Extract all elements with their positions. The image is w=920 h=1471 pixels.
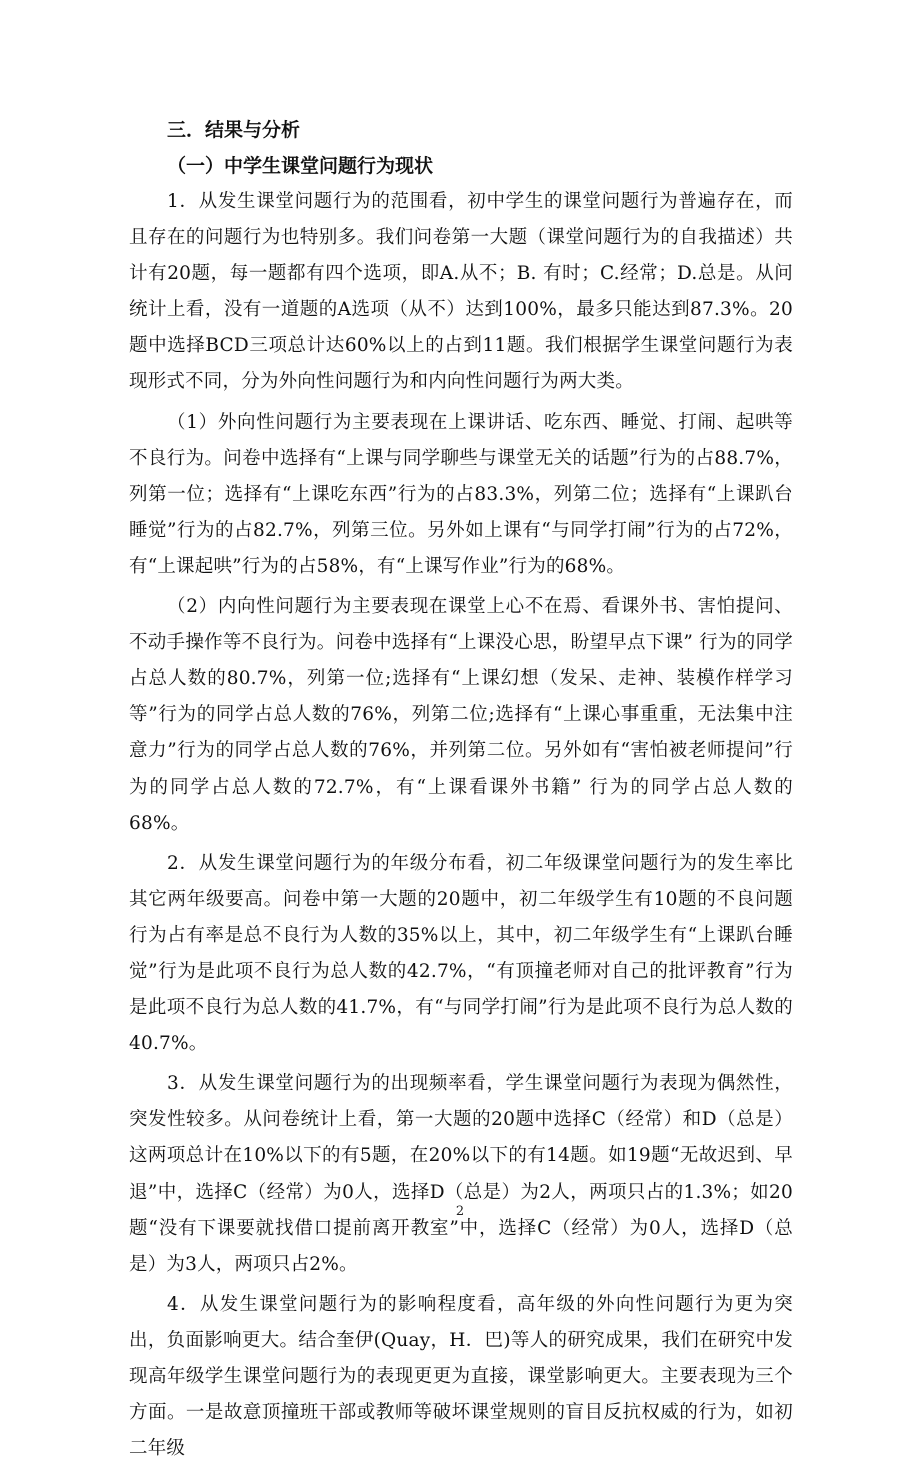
paragraph-frequency: 3．从发生课堂问题行为的出现频率看，学生课堂问题行为表现为偶然性，突发性较多。从问卷统计上看，第一大题的20题中选择C（经常）和D（总是）这两项总计在10%以下的有5题，在20%以下的有14题。如19题“无故迟到、早退”中，选择C（经常）为0人，选择D（总是）为2人，两项只占的1.3%；如20题“没有下课要就找借口提前离开教室”中，选择C（经常）为0人，选择D（总是）为3人，两项只占2%。 <box>129 1073 793 1275</box>
document-body <box>129 112 793 1471</box>
paragraph-externalizing: （1）外向性问题行为主要表现在上课讲话、吃东西、睡觉、打闹、起哄等不良行为。问卷中选择有“上课与同学聊些与课堂无关的话题”行为的占88.7%，列第一位；选择有“上课吃东西”行为的占83.3%，列第二位；选择有“上课趴台睡觉”行为的占82.7%，列第三位。另外如上课有“与同学打闹”行为的占72%，有“上课起哄”行为的占58%，有“上课写作业”行为的68%。 <box>129 411 793 577</box>
subsection-heading: （一）中学生课堂问题行为现状 <box>167 155 434 177</box>
page-number: 2 <box>455 1204 465 1219</box>
paragraph-internalizing: （2）内向性问题行为主要表现在课堂上心不在焉、看课外书、害怕提问、不动手操作等不良行为。问卷中选择有“上课没心思，盼望早点下课” 行为的同学占总人数的80.7%，列第一位;选择有“上课幻想（发呆、走神、装模作样学习等”行为的同学占总人数的76%，列第二位;选择有“上课心事重重，无法集中注意力”行为的同学占总人数的76%，并列第二位。另外如有“害怕被老师提问”行为的同学占总人数的72.7%，有“上课看课外书籍” 行为的同学占总人数的68%。 <box>129 596 793 834</box>
section-heading: 三．结果与分析 <box>167 119 301 141</box>
paragraph-impact: 4．从发生课堂问题行为的影响程度看，高年级的外向性问题行为更为突出，负面影响更大。结合奎伊(Quay，H．巴)等人的研究成果，我们在研究中发现高年级学生课堂问题行为的表现更更为直接，课堂影响更大。主要表现为三个方面。一是故意顶撞班干部或教师等破坏课堂规则的盲目反抗权威的行为，如初二年级 <box>129 1293 793 1460</box>
paragraph-grade-distribution: 2．从发生课堂问题行为的年级分布看，初二年级课堂问题行为的发生率比其它两年级要高。问卷中第一大题的20题中，初二年级学生有10题的不良问题行为占有率是总不良行为人数的35%以上，其中，初二年级学生有“上课趴台睡觉”行为是此项不良行为总人数的42.7%，“有顶撞老师对自己的批评教育”行为是此项不良行为总人数的41.7%，有“与同学打闹”行为是此项不良行为总人数的40.7%。 <box>129 852 793 1055</box>
paragraph-scope: 1．从发生课堂问题行为的范围看，初中学生的课堂问题行为普遍存在，而且存在的问题行为也特别多。我们问卷第一大题（课堂问题行为的自我描述）共计有20题，每一题都有四个选项，即A.从不；B. 有时；C.经常；D.总是。从问统计上看，没有一道题的A选项（从不）达到100%，最多只能达到87.3%。20题中选择BCD三项总计达60%以上的占到11题。我们根据学生课堂问题行为表现形式不同，分为外向性问题行为和内向性问题行为两大类。 <box>129 191 793 393</box>
